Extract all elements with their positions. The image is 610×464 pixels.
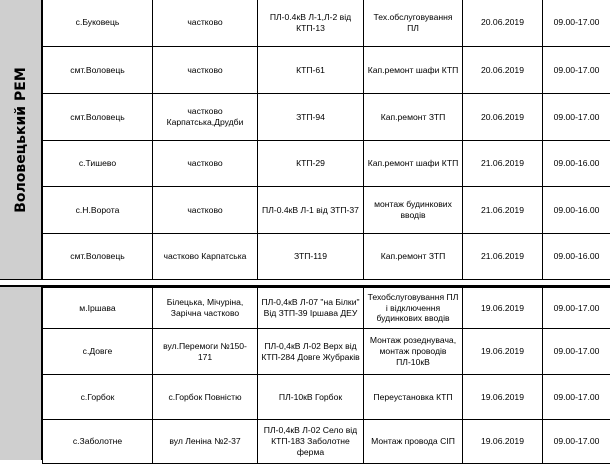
scope-cell: частково Карпатська,Друдби (153, 94, 258, 141)
table-row (43, 375, 610, 420)
date-cell: 19.06.2019 (463, 329, 543, 375)
work-cell: Монтаж розеднувача, монтаж проводів ПЛ-10кВ (364, 329, 463, 375)
date-cell: 19.06.2019 (463, 288, 543, 329)
date-cell: 20.06.2019 (463, 0, 543, 47)
object-cell: ПЛ-0,4кВ Л-02 Село від КТП-183 Заболотне ферма (258, 420, 364, 464)
object-cell: ПЛ-10кВ Горбок (258, 375, 364, 420)
object-cell: ПЛ-0.4кВ Л-1 від ЗТП-37 (258, 187, 364, 234)
time-cell: 09.00-16.00 (543, 234, 610, 280)
time-cell: 09.00-17.00 (543, 47, 610, 94)
settlement-cell: с.Заболотне (43, 420, 153, 464)
time-cell: 09.00-17.00 (543, 375, 610, 420)
table-row (43, 234, 610, 280)
section-divider (0, 279, 610, 287)
time-cell: 09.00-17.00 (543, 329, 610, 375)
date-cell: 20.06.2019 (463, 94, 543, 141)
time-cell: 09.00-17.00 (543, 288, 610, 329)
work-cell: монтаж будинкових вводів (364, 187, 463, 234)
scope-cell: вул.Перемоги №150-171 (153, 329, 258, 375)
work-cell: Техобслуговування ПЛ і відключення будинкових вводів (364, 288, 463, 329)
scope-cell: частково (153, 187, 258, 234)
date-cell: 21.06.2019 (463, 187, 543, 234)
table-row (43, 47, 610, 94)
time-cell: 09.00-16.00 (543, 141, 610, 187)
time-cell: 09.00-17.00 (543, 0, 610, 47)
work-cell: Кап.ремонт шафи КТП (364, 47, 463, 94)
scope-cell: вул Леніна №2-37 (153, 420, 258, 464)
table-row (43, 141, 610, 187)
settlement-cell: с.Буковець (43, 0, 153, 47)
settlement-cell: с.Тишево (43, 141, 153, 187)
work-cell: Кап.ремонт ЗТП (364, 234, 463, 280)
table-row (43, 187, 610, 234)
settlement-cell: с.Н.Ворота (43, 187, 153, 234)
object-cell: ПЛ-0,4кВ Л-07 "на Білки" Від ЗТП-39 Іршава ДЕУ (258, 288, 364, 329)
section-label-volovets (0, 0, 42, 279)
object-cell: КТП-29 (258, 141, 364, 187)
scope-cell: частково (153, 0, 258, 47)
object-cell: ПЛ-0.4кВ Л-1,Л-2 від КТП-13 (258, 0, 364, 47)
date-cell: 20.06.2019 (463, 47, 543, 94)
table-row (43, 288, 610, 329)
scope-cell: частково (153, 47, 258, 94)
schedule-table-volovets (42, 0, 610, 280)
date-cell: 21.06.2019 (463, 234, 543, 280)
date-cell: 21.06.2019 (463, 141, 543, 187)
scope-cell: частково (153, 141, 258, 187)
work-cell: Монтаж провода СІП (364, 420, 463, 464)
table-row (43, 329, 610, 375)
table-row (43, 94, 610, 141)
section-label-text: Воловецький РЕМ (13, 67, 29, 213)
date-cell: 19.06.2019 (463, 420, 543, 464)
work-cell: Тех.обслуговування ПЛ (364, 0, 463, 47)
object-cell: ЗТП-94 (258, 94, 364, 141)
work-cell: Кап.ремонт ЗТП (364, 94, 463, 141)
section-label-irshava (0, 287, 42, 460)
schedule-table-irshava (42, 287, 610, 464)
settlement-cell: смт.Воловець (43, 47, 153, 94)
scope-cell: частково Карпатська (153, 234, 258, 280)
settlement-cell: с.Довге (43, 329, 153, 375)
settlement-cell: с.Горбок (43, 375, 153, 420)
time-cell: 09.00-17.00 (543, 94, 610, 141)
scope-cell: Білецька, Мічуріна, Зарічна частково (153, 288, 258, 329)
work-cell: Кап.ремонт шафи КТП (364, 141, 463, 187)
settlement-cell: смт.Воловець (43, 94, 153, 141)
object-cell: КТП-61 (258, 47, 364, 94)
object-cell: ПЛ-0,4кВ Л-02 Верх від КТП-284 Довге Жубраків (258, 329, 364, 375)
object-cell: ЗТП-119 (258, 234, 364, 280)
settlement-cell: м.Іршава (43, 288, 153, 329)
scope-cell: с.Горбок Повністю (153, 375, 258, 420)
settlement-cell: смт.Воловець (43, 234, 153, 280)
date-cell: 19.06.2019 (463, 375, 543, 420)
work-cell: Переустановка КТП (364, 375, 463, 420)
time-cell: 09.00-16.00 (543, 187, 610, 234)
table-row (43, 0, 610, 47)
table-row (43, 420, 610, 464)
time-cell: 09.00-17.00 (543, 420, 610, 464)
